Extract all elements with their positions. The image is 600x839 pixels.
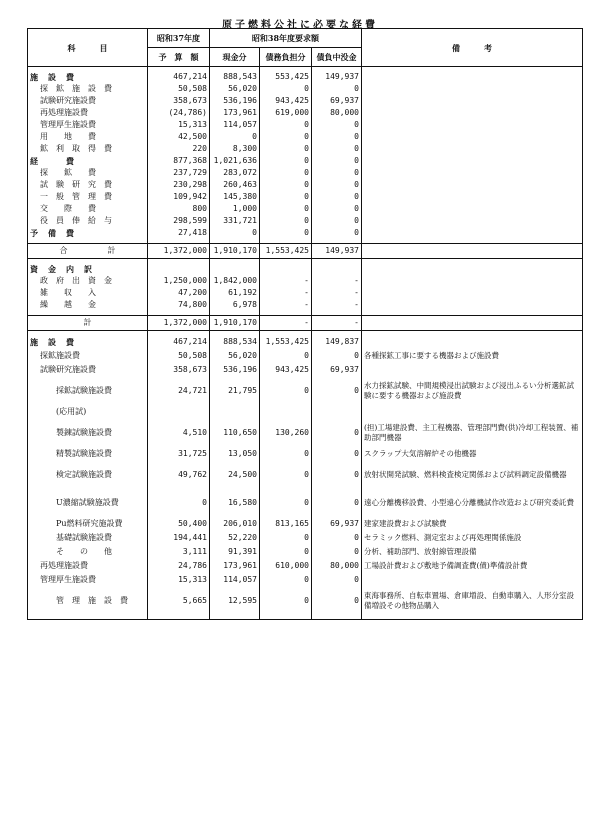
row-cash: 56,020 [210,83,260,95]
row-fy37: 24,721 [148,377,210,405]
row-debt: 0 [260,545,312,559]
row-debt-fy: 0 [312,155,362,167]
row-cash: 0 [210,131,260,143]
row-label: 役 員 俸 給 与 [28,215,148,227]
row-cash: 16,580 [210,489,260,517]
row-debt-fy: 149,837 [312,335,362,349]
row-label: 探 鉱 施 設 費 [28,83,148,95]
row-cash: 173,961 [210,107,260,119]
row-remarks [362,405,583,419]
table-row [28,531,583,545]
row-cash: 52,220 [210,531,260,545]
row-debt: 943,425 [260,95,312,107]
total-debt-fy: - [312,316,362,331]
row-fy37: 230,298 [148,179,210,191]
row-remarks [362,335,583,349]
row-debt-fy: 0 [312,461,362,489]
header-item: 科 目 [28,29,148,67]
row-debt-fy: 0 [312,191,362,203]
row-fy37: 4,510 [148,419,210,447]
row-remarks [362,155,583,167]
table-row [28,95,583,107]
row-debt: - [260,275,312,287]
row-debt-fy: 69,937 [312,95,362,107]
row-label: 繰 越 金 [28,299,148,311]
row-label: 基礎試験施設費 [28,531,148,545]
table-row [28,287,583,299]
row-fy37: 27,418 [148,227,210,239]
row-cash: 13,050 [210,447,260,461]
header-cash: 現金分 [210,48,260,67]
row-debt-fy: 69,937 [312,363,362,377]
row-remarks: 放射状開発試験、燃料検査検定関係および試料調定設備機器 [362,461,583,489]
row-fy37: 50,400 [148,517,210,531]
row-debt: 813,165 [260,517,312,531]
row-remarks [362,227,583,239]
row-debt: - [260,287,312,299]
row-debt-fy: 0 [312,587,362,615]
row-label: 資 金 内 訳 [28,263,148,275]
row-remarks [362,107,583,119]
row-debt-fy: 0 [312,419,362,447]
row-remarks [362,143,583,155]
row-debt-fy: 0 [312,377,362,405]
row-debt-fy: 0 [312,167,362,179]
row-debt: 943,425 [260,363,312,377]
total-cash: 1,910,170 [210,316,260,331]
table-row [28,419,583,447]
row-debt-fy: 0 [312,83,362,95]
table-row [28,559,583,573]
row-label: (応用試) [28,405,148,419]
row-cash: 173,961 [210,559,260,573]
row-remarks: 東海事務所、自転車置場、倉庫増設、自動車購入、人形分室設備増設その他物品購入 [362,587,583,615]
row-debt [260,405,312,419]
row-cash: 1,842,000 [210,275,260,287]
table-row [28,143,583,155]
row-fy37: 358,673 [148,95,210,107]
row-remarks [362,83,583,95]
row-fy37: 15,313 [148,573,210,587]
row-cash: 888,534 [210,335,260,349]
row-label: 一 般 管 理 費 [28,191,148,203]
row-label: 試験研究施設費 [28,363,148,377]
table-row [28,573,583,587]
row-debt-fy: 0 [312,131,362,143]
table-row [28,191,583,203]
row-remarks: 分析、補助部門、放射線管理設備 [362,545,583,559]
table-row [28,489,583,517]
row-remarks [362,119,583,131]
row-debt: 0 [260,587,312,615]
table-row [28,517,583,531]
budget-table [27,28,582,818]
row-debt: 0 [260,131,312,143]
row-remarks [362,263,583,275]
row-fy37: 47,200 [148,287,210,299]
row-debt-fy: 0 [312,573,362,587]
row-remarks [362,71,583,83]
row-fy37: (24,786) [148,107,210,119]
row-debt-fy: 0 [312,349,362,363]
page-title: 原子燃料公社に必要な経費 [222,20,378,31]
row-cash [210,405,260,419]
table-row [28,461,583,489]
table-row [28,227,583,239]
row-debt: 0 [260,573,312,587]
row-debt: 0 [260,227,312,239]
row-debt: 0 [260,83,312,95]
row-cash: 206,010 [210,517,260,531]
row-debt: 0 [260,489,312,517]
row-fy37: 467,214 [148,71,210,83]
row-label: 再処理施設費 [28,559,148,573]
row-debt: 619,000 [260,107,312,119]
row-debt: 0 [260,179,312,191]
table-row [28,335,583,349]
row-fy37: 109,942 [148,191,210,203]
row-remarks: 工場設計費および敷地予備調査費(債)準備設計費 [362,559,583,573]
row-cash: 888,543 [210,71,260,83]
row-remarks: 建家建設費および試験費 [362,517,583,531]
total-debt-fy: 149,937 [312,244,362,259]
row-cash: 536,196 [210,363,260,377]
row-debt: 0 [260,447,312,461]
row-fy37: 358,673 [148,363,210,377]
row-label: 製錬試験施設費 [28,419,148,447]
table-row [28,299,583,311]
row-remarks [362,275,583,287]
row-debt: 0 [260,155,312,167]
table-row [28,215,583,227]
header-budget: 予 算 額 [148,48,210,67]
row-remarks [362,299,583,311]
row-remarks: スクラップ大気溶解炉その他機器 [362,447,583,461]
table-row [28,363,583,377]
row-debt: 0 [260,191,312,203]
row-cash: 283,072 [210,167,260,179]
row-fy37: 298,599 [148,215,210,227]
row-fy37: 50,508 [148,349,210,363]
row-remarks: (担)工場建設費、主工程機器、管理部門費(供)冷却工程装置、補助部門機器 [362,419,583,447]
row-debt: 0 [260,119,312,131]
row-label: 試験研究施設費 [28,95,148,107]
row-fy37: 74,800 [148,299,210,311]
table-row [28,155,583,167]
row-label: そ の 他 [28,545,148,559]
row-label: 試 験 研 究 費 [28,179,148,191]
row-cash: 331,721 [210,215,260,227]
row-label: 経 費 [28,155,148,167]
table-row [28,405,583,419]
row-cash: 0 [210,227,260,239]
row-fy37: 5,665 [148,587,210,615]
row-label: 探鉱施設費 [28,349,148,363]
total-remarks [362,244,583,259]
row-debt: 610,000 [260,559,312,573]
table-row [28,131,583,143]
row-fy37: 1,250,000 [148,275,210,287]
budget-grid [27,28,583,620]
row-label: 管理厚生施設費 [28,573,148,587]
row-debt-fy: 0 [312,489,362,517]
table-row [28,203,583,215]
row-cash: 145,380 [210,191,260,203]
row-fy37: 49,762 [148,461,210,489]
row-debt-fy [312,263,362,275]
row-debt-fy: - [312,299,362,311]
table-row [28,275,583,287]
row-debt: 0 [260,461,312,489]
row-cash: 114,057 [210,119,260,131]
table-row [28,377,583,405]
row-debt-fy: 0 [312,447,362,461]
row-debt-fy: - [312,287,362,299]
row-label: 再処理施設費 [28,107,148,119]
table-row [28,83,583,95]
row-label: Pu燃料研究施設費 [28,517,148,531]
row-label: 用 地 費 [28,131,148,143]
row-debt: 0 [260,203,312,215]
row-cash: 6,978 [210,299,260,311]
total-label: 計 [28,316,148,331]
table-row [28,349,583,363]
row-remarks: 各種探鉱工事に要する機器および施設費 [362,349,583,363]
row-cash: 1,000 [210,203,260,215]
total-fy37: 1,372,000 [148,316,210,331]
row-label: 採鉱試験施設費 [28,377,148,405]
row-label: 管 理 施 設 費 [28,587,148,615]
row-cash: 24,500 [210,461,260,489]
row-remarks: セラミック燃料、測定室および再処理関係施設 [362,531,583,545]
row-remarks [362,167,583,179]
table-row [28,167,583,179]
row-fy37: 877,368 [148,155,210,167]
row-label: 雑 収 入 [28,287,148,299]
row-cash: 114,057 [210,573,260,587]
row-fy37: 194,441 [148,531,210,545]
table-row [28,179,583,191]
row-label: 交 際 費 [28,203,148,215]
table-row [28,119,583,131]
row-remarks: 水力採鉱試験、中間規模浸出試験および浸出ふるい分析選鉱試験に要する機器および施設費 [362,377,583,405]
table-row [28,71,583,83]
row-fy37 [148,405,210,419]
table-row [28,447,583,461]
row-cash: 110,650 [210,419,260,447]
row-cash [210,263,260,275]
row-remarks [362,215,583,227]
row-debt-fy: 0 [312,119,362,131]
row-debt-fy: 69,937 [312,517,362,531]
row-debt: 553,425 [260,71,312,83]
header-debt: 債務負担分 [260,48,312,67]
row-debt [260,263,312,275]
row-label: 精製試験施設費 [28,447,148,461]
row-remarks [362,203,583,215]
row-cash: 1,021,636 [210,155,260,167]
row-fy37 [148,263,210,275]
row-debt: - [260,299,312,311]
row-debt: 130,260 [260,419,312,447]
row-debt-fy [312,405,362,419]
total-debt: - [260,316,312,331]
row-fy37: 3,111 [148,545,210,559]
total-row [28,316,583,331]
row-remarks [362,573,583,587]
row-debt-fy: 0 [312,545,362,559]
header-fy38: 昭和38年度要求額 [210,29,362,48]
row-fy37: 31,725 [148,447,210,461]
row-debt: 1,553,425 [260,335,312,349]
row-fy37: 237,729 [148,167,210,179]
row-label: U濃縮試験施設費 [28,489,148,517]
table-row [28,263,583,275]
row-debt-fy: 149,937 [312,71,362,83]
row-cash: 8,300 [210,143,260,155]
row-fy37: 800 [148,203,210,215]
row-cash: 56,020 [210,349,260,363]
total-label: 合 計 [28,244,148,259]
row-debt-fy: 0 [312,227,362,239]
row-remarks [362,95,583,107]
row-debt-fy: 0 [312,531,362,545]
row-cash: 61,192 [210,287,260,299]
row-remarks [362,179,583,191]
row-label: 鉱 利 取 得 費 [28,143,148,155]
row-cash: 260,463 [210,179,260,191]
row-label: 管理厚生施設費 [28,119,148,131]
row-fy37: 220 [148,143,210,155]
row-remarks [362,191,583,203]
row-label: 施 設 費 [28,335,148,349]
row-remarks [362,131,583,143]
total-row [28,244,583,259]
table-row [28,545,583,559]
row-fy37: 42,500 [148,131,210,143]
row-debt-fy: 0 [312,203,362,215]
row-debt-fy: 0 [312,143,362,155]
row-debt-fy: 0 [312,179,362,191]
row-label: 予 備 費 [28,227,148,239]
row-remarks [362,363,583,377]
total-remarks [362,316,583,331]
row-fy37: 467,214 [148,335,210,349]
row-debt-fy: - [312,275,362,287]
row-debt: 0 [260,167,312,179]
row-debt-fy: 80,000 [312,559,362,573]
header-remarks: 備 考 [362,29,583,67]
table-row [28,107,583,119]
row-label: 施 設 費 [28,71,148,83]
header-debt-fy: 債負中没金 [312,48,362,67]
row-debt-fy: 0 [312,215,362,227]
row-remarks: 遠心分離機移設費、小型遠心分離機試作改造および研究委託費 [362,489,583,517]
row-cash: 91,391 [210,545,260,559]
row-fy37: 15,313 [148,119,210,131]
row-fy37: 24,786 [148,559,210,573]
table-row [28,587,583,615]
header-fy37: 昭和37年度 [148,29,210,48]
row-debt: 0 [260,531,312,545]
row-debt: 0 [260,349,312,363]
row-label: 探 鉱 費 [28,167,148,179]
row-cash: 12,595 [210,587,260,615]
row-debt: 0 [260,143,312,155]
row-fy37: 50,508 [148,83,210,95]
row-remarks [362,287,583,299]
row-label: 政 府 出 資 金 [28,275,148,287]
row-debt: 0 [260,215,312,227]
row-cash: 21,795 [210,377,260,405]
total-fy37: 1,372,000 [148,244,210,259]
total-cash: 1,910,170 [210,244,260,259]
row-debt: 0 [260,377,312,405]
row-cash: 536,196 [210,95,260,107]
row-fy37: 0 [148,489,210,517]
row-debt-fy: 80,000 [312,107,362,119]
row-label: 検定試験施設費 [28,461,148,489]
total-debt: 1,553,425 [260,244,312,259]
